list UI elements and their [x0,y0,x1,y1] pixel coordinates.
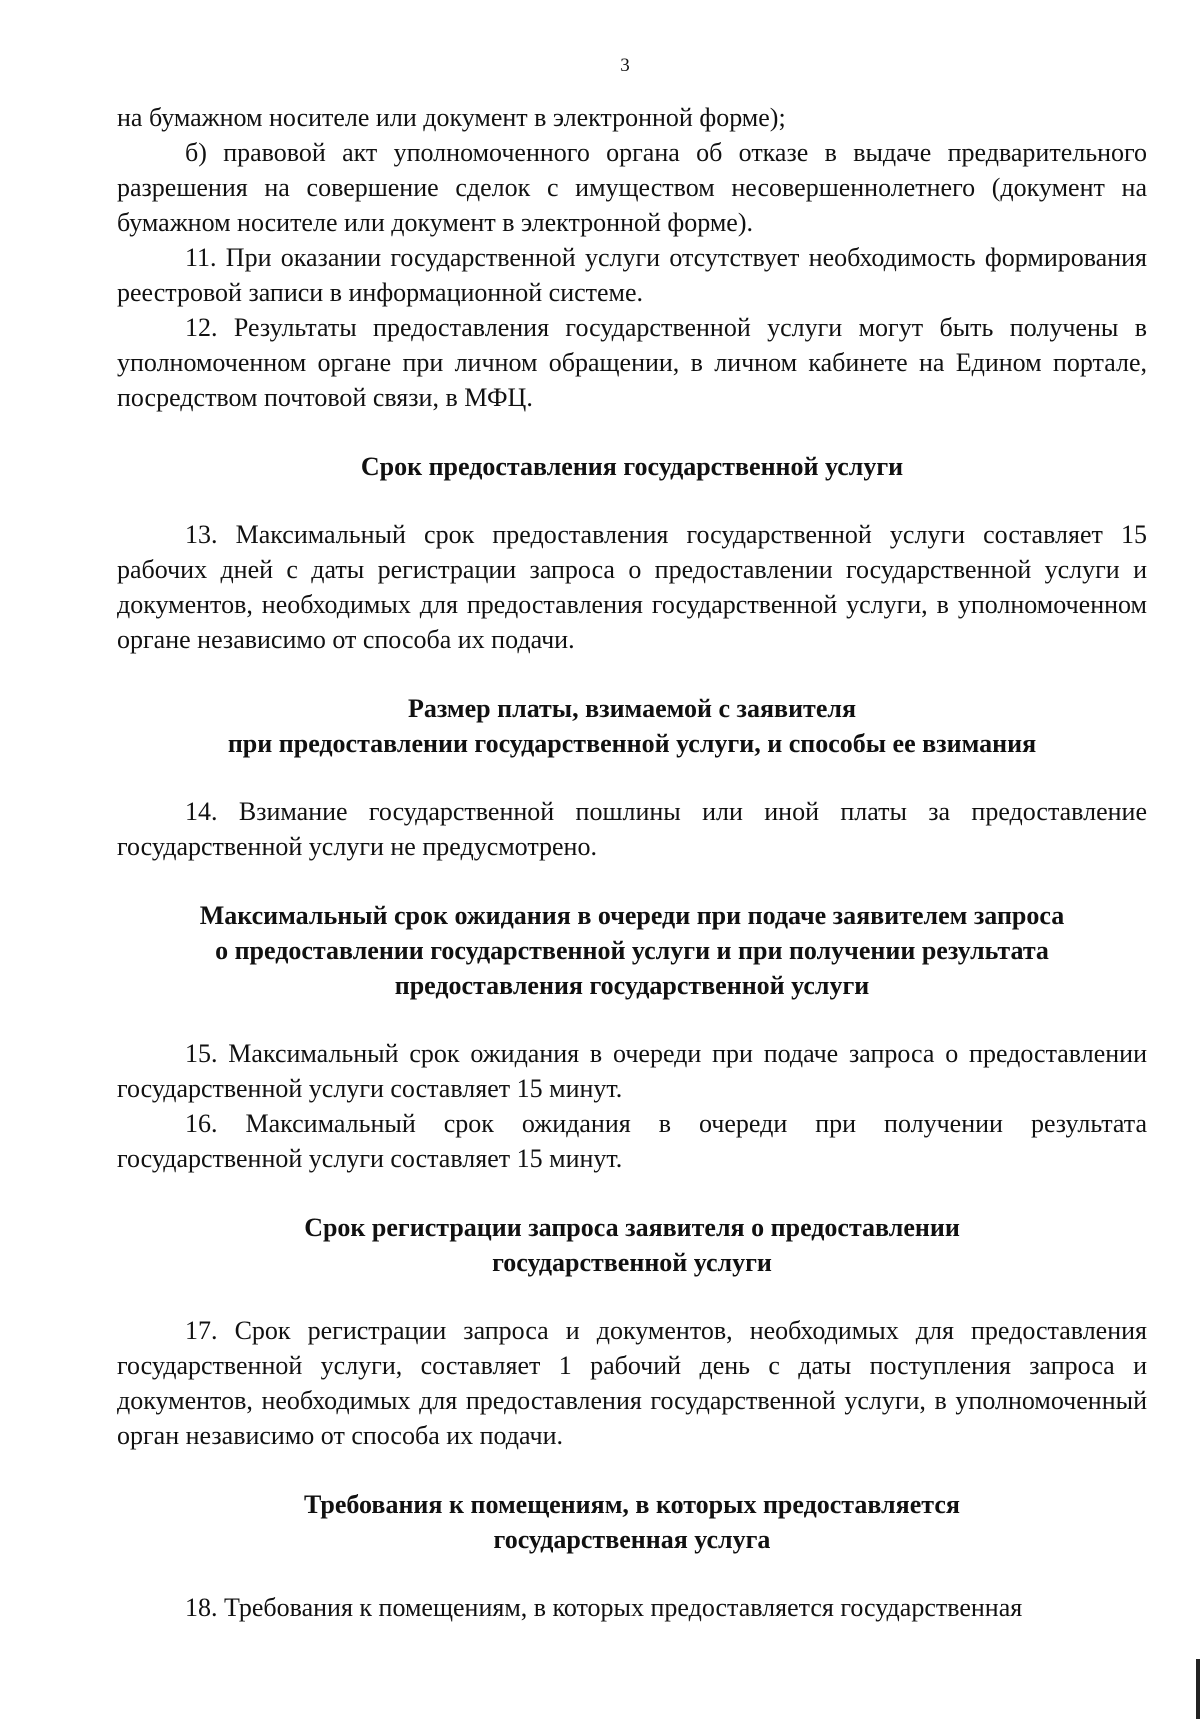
paragraph: 15. Максимальный срок ожидания в очереди при подаче запроса о предоставлении государственной услуги составляет 15 минут. [117,1039,1147,1103]
section-heading-line: о предоставлении государственной услуги и при получении результата [215,936,1049,965]
section-heading-line: государственной услуги [492,1248,772,1277]
section-heading [117,691,1147,761]
paragraph: б) правовой акт уполномоченного органа об отказе в выдаче предварительного разрешения на совершение сделок с имуществом несовершеннолетнего (документ на бумажном носителе или документ в электронной форме). [117,138,1147,237]
section-heading-line: Размер платы, взимаемой с заявителя [407,694,857,723]
scan-edge-mark [1196,1659,1200,1719]
page-number: 3 [620,55,630,76]
paragraph: 18. Требования к помещениям, в которых предоставляется государственная [185,1593,1023,1622]
section-heading [117,449,1147,484]
section-heading-line: при предоставлении государственной услуги, и способы ее взимания [227,729,1037,758]
section-heading-line: Срок предоставления государственной услуги [360,452,904,481]
paragraph: 12. Результаты предоставления государственной услуги могут быть получены в уполномоченном органе при личном обращении, в личном кабинете на Едином портале, посредством почтовой связи, в МФЦ. [117,313,1147,412]
section-heading [117,1487,1147,1557]
paragraph: 17. Срок регистрации запроса и документов, необходимых для предоставления государственной услуги, составляет 1 рабочий день с даты поступления запроса и документов, необходимых для предоставления государственной услуги, в уполномоченный орган независимо от способа их подачи. [117,1316,1147,1450]
section-heading [117,1210,1147,1280]
section-heading-line: Максимальный срок ожидания в очереди при подаче заявителем запроса [199,901,1065,930]
paragraph: 14. Взимание государственной пошлины или иной платы за предоставление государственной услуги не предусмотрено. [117,797,1147,861]
paragraph: на бумажном носителе или документ в электронной форме); [117,103,786,132]
section-heading-line: государственная услуга [493,1525,771,1554]
section-heading-line: Требования к помещениям, в которых предоставляется [304,1490,960,1519]
paragraph: 13. Максимальный срок предоставления государственной услуги составляет 15 рабочих дней с даты регистрации запроса о предоставлении государственной услуги и документов, необходимых для предоставления государственной услуги, в уполномоченном органе независимо от способа их подачи. [117,520,1147,654]
paragraph: 11. При оказании государственной услуги отсутствует необходимость формирования реестровой записи в информационной системе. [117,243,1147,307]
document-body [117,100,1147,1625]
section-heading-line: предоставления государственной услуги [394,971,870,1000]
section-heading [117,898,1147,1003]
section-heading-line: Срок регистрации запроса заявителя о предоставлении [304,1213,960,1242]
paragraph: 16. Максимальный срок ожидания в очереди при получении результата государственной услуги составляет 15 минут. [117,1109,1147,1173]
